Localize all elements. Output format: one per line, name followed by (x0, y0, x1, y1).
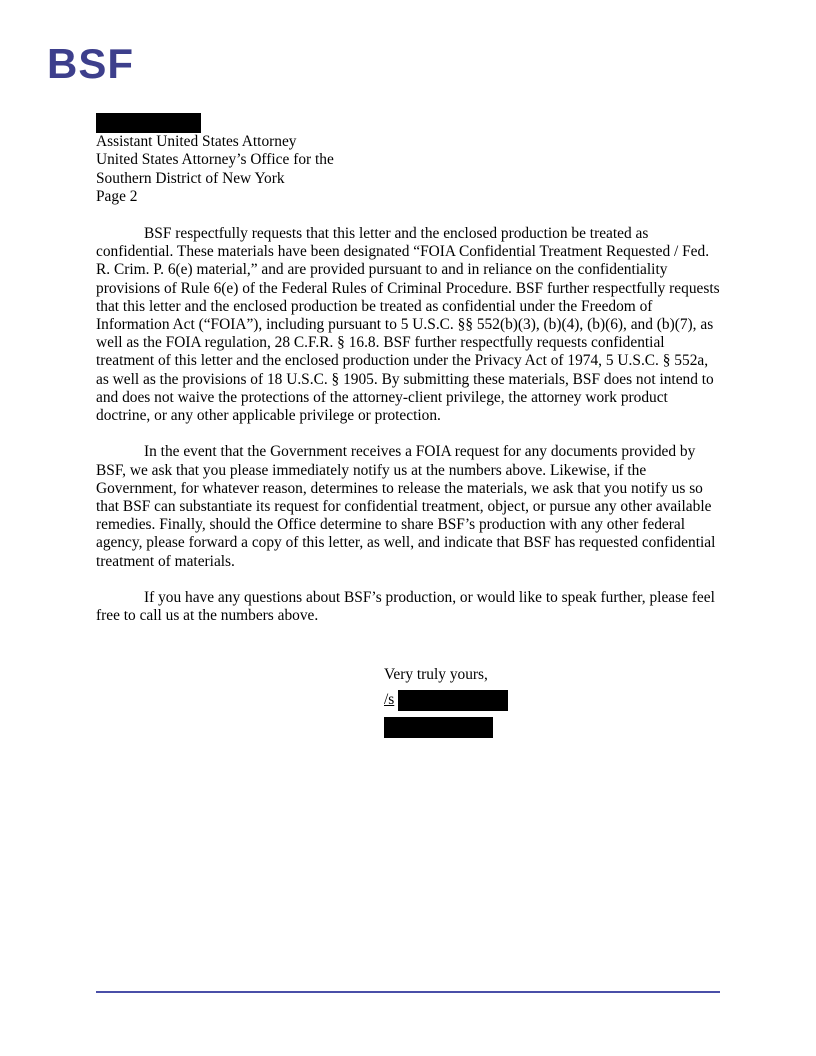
footer-rule (96, 991, 720, 993)
letter-body (96, 225, 722, 644)
body-paragraph-foia-request: In the event that the Government receives a FOIA request for any documents provided by BSF, we ask that you please immediately notify us at the numbers above. Likewise, if the Government, for whatever reason, determines to release the materials, we ask that you notify us so that BSF can substantiate its request for confidential treatment, object, or pursue any other available remedies. Finally, should the Office determine to share BSF’s production with any other federal agency, please forward a copy of this letter, as well, and indicate that BSF has requested confidential treatment of materials. (96, 443, 716, 570)
page-number: Page 2 (96, 188, 138, 206)
signer-title-redaction (384, 717, 493, 738)
recipient-name-redaction (96, 113, 201, 133)
recipient-block (96, 133, 334, 207)
bsf-logo: BSF (47, 40, 134, 87)
closing-salutation: Very truly yours, (384, 666, 488, 683)
signature-prefix: /s (384, 691, 395, 708)
recipient-title: Assistant United States Attorney (96, 133, 297, 150)
body-paragraph-contact: If you have any questions about BSF’s production, or would like to speak further, please feel free to call us at the numbers above. (96, 589, 715, 625)
recipient-district: Southern District of New York (96, 169, 285, 187)
signature-name-redaction (398, 690, 508, 711)
signature-line (384, 691, 394, 709)
body-paragraph-confidentiality: BSF respectfully requests that this letter and the enclosed production be treated as confidential. These materials have been designated “FOIA Confidential Treatment Requested / Fed. R. Crim. P. 6(e) material,” and are provided pursuant to and in reliance on the confidentiality provisions of Rule 6(e) of the Federal Rules of Criminal Procedure. BSF further respectfully requests that this letter and the enclosed production be treated as confidential under the Freedom of Information Act (“FOIA”), including pursuant to 5 U.S.C. §§ 552(b)(3), (b)(4), (b)(6), and (b)(7), as well as the FOIA regulation, 28 C.F.R. § 16.8. BSF further respectfully requests confidential treatment of this letter and the enclosed production under the Privacy Act of 1974, 5 U.S.C. § 552a, as well as the provisions of 18 U.S.C. § 1905. By submitting these materials, BSF does not intend to and does not waive the protections of the attorney-client privilege, the attorney work product doctrine, or any other applicable privilege or protection. (96, 225, 720, 425)
recipient-office: United States Attorney’s Office for the (96, 151, 334, 169)
